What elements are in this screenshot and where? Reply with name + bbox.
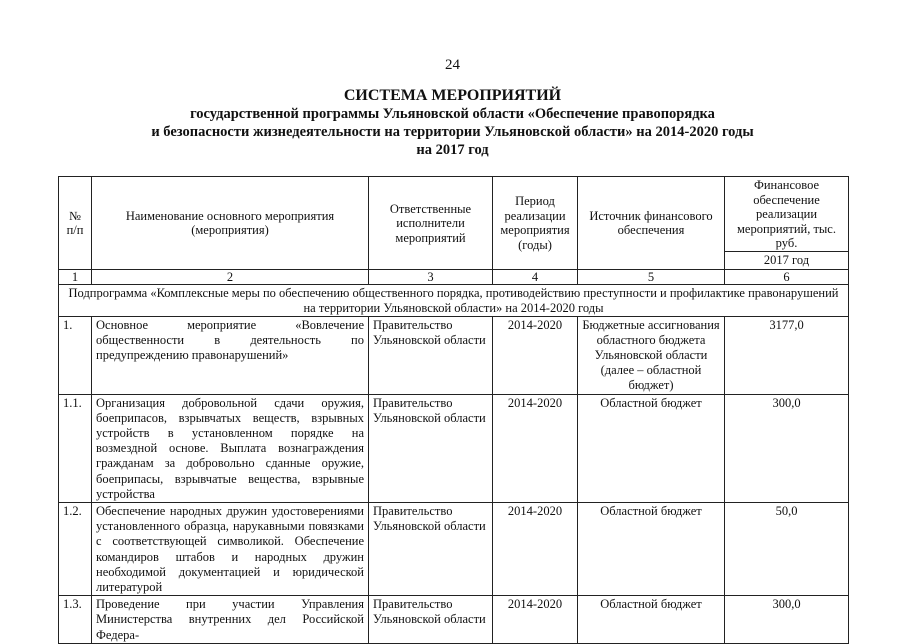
row-amount: 300,0	[725, 596, 849, 644]
row-responsible: Правительство Ульяновской области	[369, 502, 493, 595]
row-amount: 300,0	[725, 394, 849, 502]
subprogram-row	[59, 284, 849, 316]
table-row	[59, 394, 849, 502]
row-num: 1.2.	[59, 502, 92, 595]
row-name: Основное мероприятие «Вовлечение общественности в деятельность по предупреждению правонарушений»	[92, 316, 369, 394]
row-period: 2014-2020	[493, 316, 578, 394]
header-name: Наименование основного мероприятия (мероприятия)	[92, 177, 369, 270]
row-amount: 50,0	[725, 502, 849, 595]
row-amount: 3177,0	[725, 316, 849, 394]
table-row	[59, 502, 849, 595]
title-year: на 2017 год	[416, 142, 489, 158]
column-number: 1	[59, 269, 92, 284]
measures-table	[58, 176, 849, 644]
row-num: 1.	[59, 316, 92, 394]
row-source: Областной бюджет	[578, 596, 725, 644]
header-responsible: Ответственные исполнители мероприятий	[369, 177, 493, 270]
subprogram-title: Подпрограмма «Комплексные меры по обеспечению общественного порядка, противодействию преступности и профилактике правонарушений на территории Ульяновской области» на 2014-2020 годы	[59, 284, 849, 316]
document-title	[0, 86, 905, 159]
row-num: 1.1.	[59, 394, 92, 502]
row-responsible: Правительство Ульяновской области	[369, 316, 493, 394]
column-number: 4	[493, 269, 578, 284]
title-program-line-2: и безопасности жизнедеятельности на территории Ульяновской области» на 2014-2020 годы	[151, 124, 754, 140]
row-num: 1.3.	[59, 596, 92, 644]
header-year: 2017 год	[725, 251, 849, 269]
row-responsible: Правительство Ульяновской области	[369, 394, 493, 502]
column-number: 6	[725, 269, 849, 284]
row-name: Обеспечение народных дружин удостоверениями установленного образца, нарукавными повязками с соответствующей символикой. Обеспечение командиров штабов и народных дружин необходимой документацией и юридической литературой	[92, 502, 369, 595]
row-period: 2014-2020	[493, 502, 578, 595]
row-name: Проведение при участии Управления Министерства внутренних дел Российской Федера-	[92, 596, 369, 644]
header-period: Период реализации мероприятия (годы)	[493, 177, 578, 270]
header-source: Источник финансового обеспечения	[578, 177, 725, 270]
table-row	[59, 316, 849, 394]
title-heading: СИСТЕМА МЕРОПРИЯТИЙ	[343, 87, 562, 104]
column-number: 5	[578, 269, 725, 284]
row-period: 2014-2020	[493, 394, 578, 502]
page-number: 24	[445, 57, 460, 73]
column-number: 2	[92, 269, 369, 284]
row-period: 2014-2020	[493, 596, 578, 644]
header-num: № п/п	[59, 177, 92, 270]
title-program-line-1: государственной программы Ульяновской области «Обеспечение правопорядка	[190, 106, 715, 122]
column-number-row	[59, 269, 849, 284]
row-source: Бюджетные ассигнования областного бюджета Ульяновской области (далее – областной бюджет)	[578, 316, 725, 394]
header-finance: Финансовое обеспечение реализации мероприятий, тыс. руб.	[725, 177, 849, 252]
column-number: 3	[369, 269, 493, 284]
table-row	[59, 596, 849, 644]
row-name: Организация добровольной сдачи оружия, боеприпасов, взрывчатых веществ, взрывных устройств в установленном порядке на возмездной основе. Выплата вознаграждения гражданам за добровольно сданные оружие, боеприпасы, взрывчатые вещества, взрывные устройства	[92, 394, 369, 502]
row-source: Областной бюджет	[578, 394, 725, 502]
row-source: Областной бюджет	[578, 502, 725, 595]
row-responsible: Правительство Ульяновской области	[369, 596, 493, 644]
